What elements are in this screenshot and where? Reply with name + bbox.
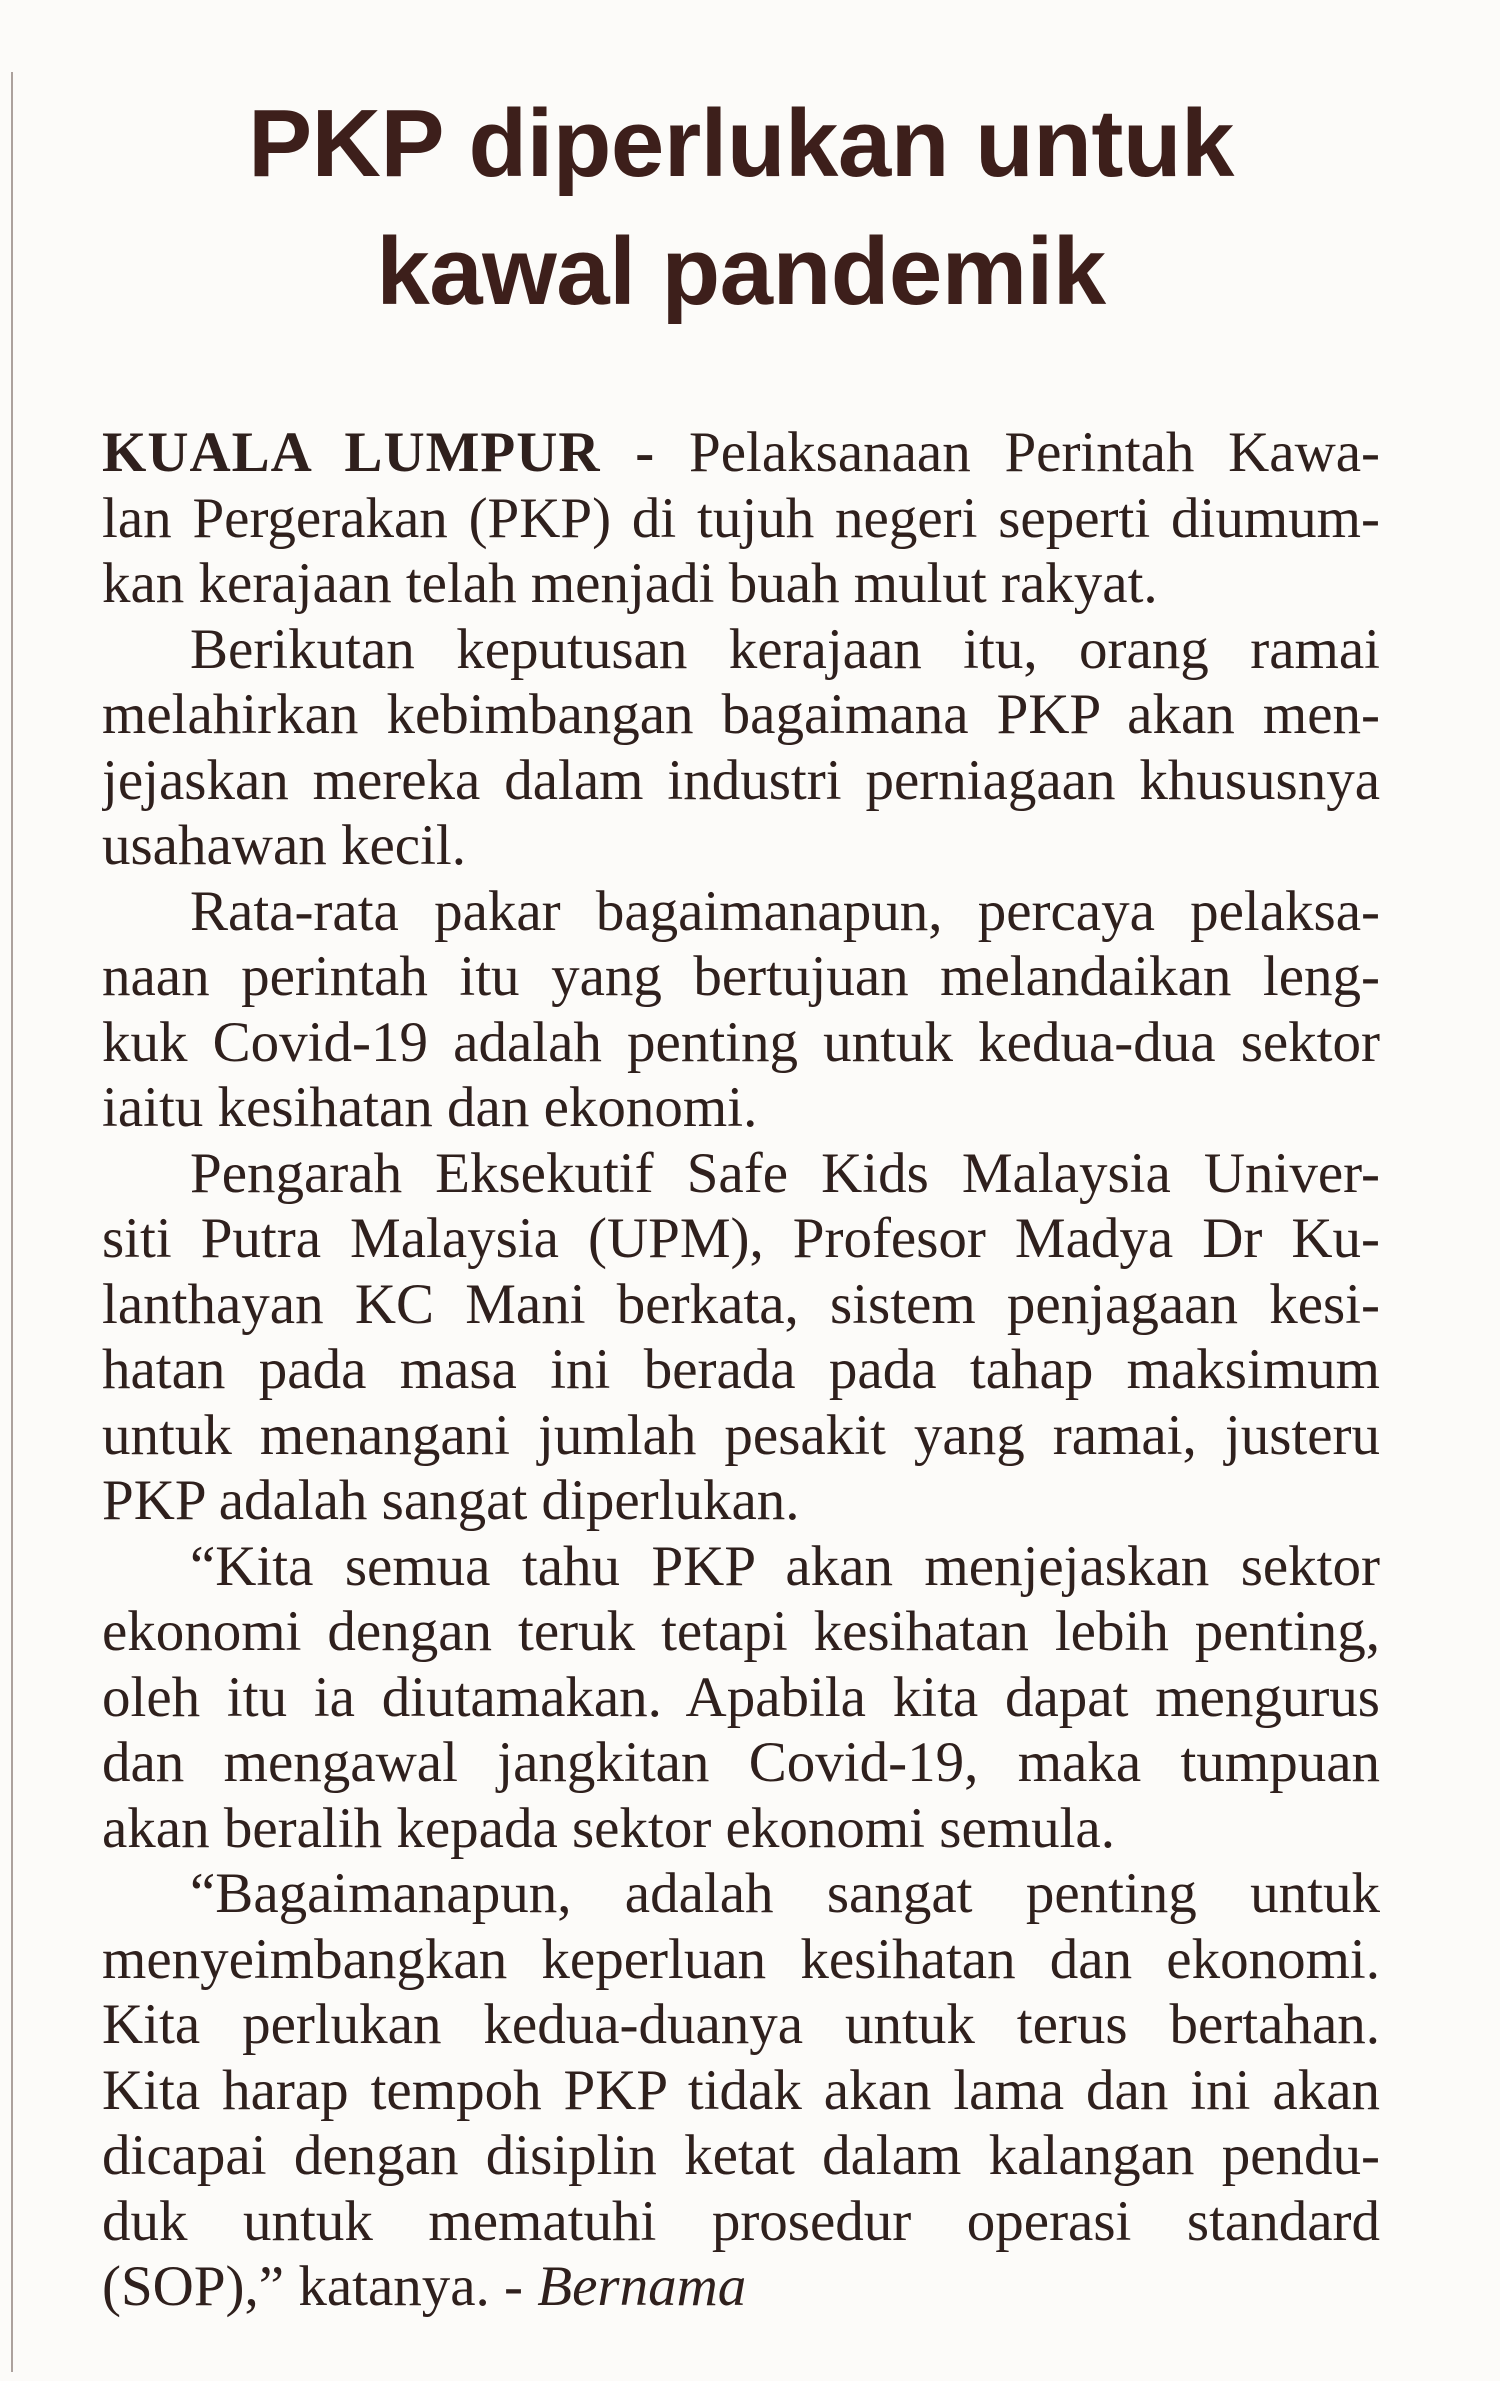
article-line: duk untuk mematuhi prosedur operasi standard bbox=[102, 2189, 1380, 2253]
article-line: oleh itu ia diutamakan. Apabila kita dapat mengurus bbox=[102, 1665, 1380, 1729]
article-line: siti Putra Malaysia (UPM), Profesor Madya Dr Ku- bbox=[102, 1207, 1380, 1270]
news-agency-credit: Bernama bbox=[537, 2255, 747, 2318]
article-line: menyeimbangkan keperluan kesihatan dan ekonomi. bbox=[102, 1927, 1380, 1991]
headline-line: PKP diperlukan untuk bbox=[248, 90, 1234, 197]
article-line: dan mengawal jangkitan Covid-19, maka tumpuan bbox=[102, 1731, 1380, 1794]
paragraph bbox=[102, 1141, 1380, 1534]
article-line: usahawan kecil. bbox=[102, 814, 467, 877]
article-line: Pengarah Eksekutif Safe Kids Malaysia Univer- bbox=[190, 1141, 1380, 1205]
dateline: KUALA LUMPUR - bbox=[102, 421, 656, 484]
headline-line: kawal pandemik bbox=[376, 218, 1106, 325]
article-line: Kita harap tempoh PKP tidak akan lama dan ini akan bbox=[102, 2058, 1380, 2122]
article-line bbox=[102, 420, 1380, 486]
article-line: Rata-rata pakar bagaimanapun, percaya pelaksa- bbox=[190, 879, 1380, 943]
article-line: jejaskan mereka dalam industri perniagaan khususnya bbox=[102, 748, 1380, 812]
article-line: “Bagaimanapun, adalah sangat penting untuk bbox=[190, 1862, 1380, 1925]
paragraph bbox=[102, 1861, 1380, 2320]
article-line: untuk menangani jumlah pesakit yang ramai, justeru bbox=[102, 1403, 1380, 1467]
article-line: melahirkan kebimbangan bagaimana PKP akan men- bbox=[102, 683, 1380, 746]
article-line-text: (SOP),” katanya. - bbox=[102, 2255, 524, 2318]
article-line: Kita perlukan kedua-duanya untuk terus bertahan. bbox=[102, 1993, 1380, 2056]
article-line: ekonomi dengan teruk tetapi kesihatan lebih penting, bbox=[102, 1600, 1380, 1663]
paragraph bbox=[102, 1534, 1380, 1862]
column-rule bbox=[11, 72, 13, 2372]
article-line: “Kita semua tahu PKP akan menjejaskan sektor bbox=[190, 1534, 1380, 1598]
article-line: dicapai dengan disiplin ketat dalam kalangan pendu- bbox=[102, 2124, 1380, 2187]
article-line: kan kerajaan telah menjadi buah mulut rakyat. bbox=[102, 552, 1158, 615]
paragraph bbox=[102, 617, 1380, 879]
article-line: akan beralih kepada sektor ekonomi semula. bbox=[102, 1796, 1115, 1860]
article-line bbox=[102, 2254, 1380, 2320]
article-body bbox=[102, 420, 1380, 2320]
headline bbox=[102, 80, 1380, 336]
article-line: PKP adalah sangat diperlukan. bbox=[102, 1469, 800, 1532]
article-line: lanthayan KC Mani berkata, sistem penjagaan kesi- bbox=[102, 1272, 1380, 1336]
paragraph bbox=[102, 879, 1380, 1141]
article-line: hatan pada masa ini berada pada tahap maksimum bbox=[102, 1338, 1380, 1401]
article-line: kuk Covid-19 adalah penting untuk kedua-dua sektor bbox=[102, 1010, 1380, 1074]
article-line: iaitu kesihatan dan ekonomi. bbox=[102, 1076, 758, 1139]
article-line: Berikutan keputusan kerajaan itu, orang ramai bbox=[190, 617, 1380, 681]
article-line: naan perintah itu yang bertujuan melandaikan leng- bbox=[102, 945, 1380, 1008]
article-line: lan Pergerakan (PKP) di tujuh negeri seperti diumum- bbox=[102, 486, 1380, 550]
paragraph bbox=[102, 420, 1380, 617]
article-line-text: Pelaksanaan Perintah Kawa- bbox=[689, 421, 1380, 484]
